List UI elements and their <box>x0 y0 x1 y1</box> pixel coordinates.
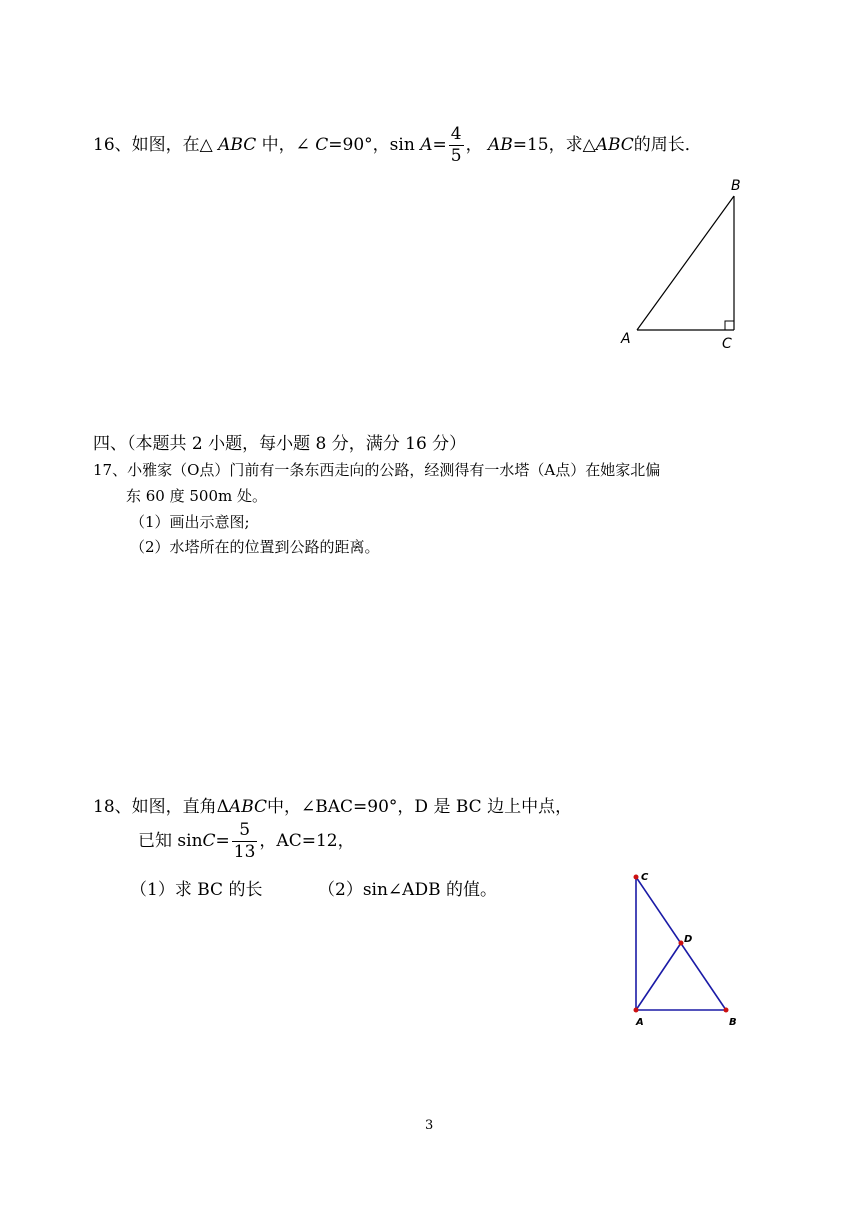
point-b <box>724 1008 729 1013</box>
question-18-sub-2: （2）sin∠ADB 的值。 <box>318 880 497 900</box>
page-number: 3 <box>425 1118 434 1133</box>
question-16: 16、如图，在△ ABC 中，∠ C=90°，sin A= $\frac{4}{5}$ ， AB=15，求△ABC的周长． <box>93 124 702 166</box>
question-18-number: 18、 <box>93 797 132 817</box>
vertex-label-b: B <box>731 178 741 194</box>
section-4-heading: 四、（本题共 2 小题，每小题 8 分，满分 16 分） <box>93 434 467 454</box>
question-18-sub-1: （1）求 BC 的长 <box>130 880 263 900</box>
question-17-sub-2: （2）水塔所在的位置到公路的距离。 <box>130 538 380 556</box>
question-18-line-1: 18、如图，直角ΔABC中，∠BAC=90°，D 是 BC 边上中点， <box>93 797 573 817</box>
vertex-label-a: A <box>621 331 631 347</box>
question-17-sub-1: （1）画出示意图; <box>130 513 250 531</box>
vertex-label-c: C <box>641 872 649 883</box>
question-18-line-2: 已知 sinC= $\frac{5}{13}$ ，AC=12， <box>138 820 355 862</box>
fraction-sin-a: $\frac{4}{5}$ <box>450 124 462 166</box>
point-d <box>679 941 684 946</box>
vertex-label-a: A <box>636 1017 644 1028</box>
point-a <box>634 1008 639 1013</box>
vertex-label-b: B <box>729 1017 737 1028</box>
question-17-line-1: 17、小雅家（O点）门前有一条东西走向的公路，经测得有一水塔（A点）在她家北偏 <box>93 461 661 479</box>
segment-ad <box>636 943 681 1010</box>
question-16-number: 16、 <box>93 135 132 155</box>
point-c <box>634 875 639 880</box>
fraction-sin-c: $\frac{5}{13}$ <box>233 820 256 862</box>
vertex-label-c: C <box>722 336 732 352</box>
vertex-label-d: D <box>684 934 693 945</box>
question-17-line-2: 东 60 度 500m 处。 <box>126 487 268 505</box>
